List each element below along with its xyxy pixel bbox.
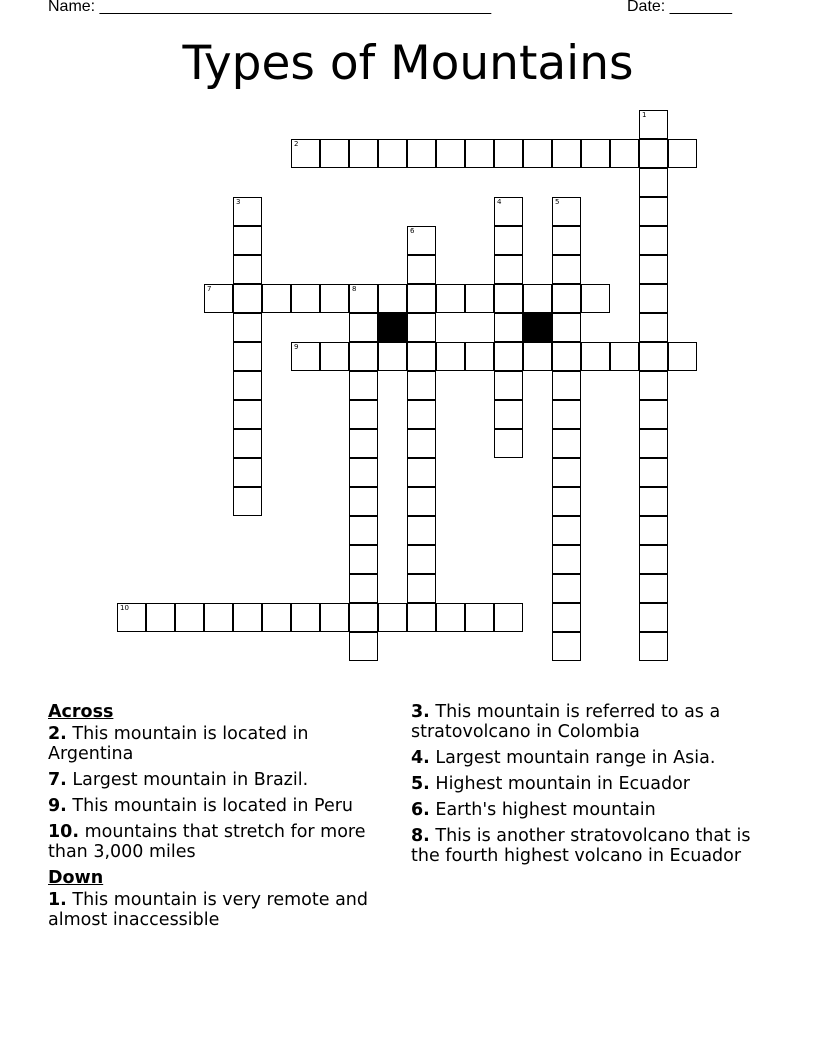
grid-cell[interactable] [349, 603, 378, 632]
grid-cell[interactable] [204, 603, 233, 632]
grid-cell[interactable] [465, 603, 494, 632]
grid-cell[interactable] [407, 371, 436, 400]
grid-cell[interactable] [349, 139, 378, 168]
grid-cell[interactable] [233, 255, 262, 284]
grid-cell[interactable] [291, 284, 320, 313]
clue-number-label: 10 [120, 604, 129, 612]
grid-cell[interactable] [320, 139, 349, 168]
grid-cell[interactable] [552, 342, 581, 371]
grid-cell[interactable] [407, 458, 436, 487]
grid-cell[interactable] [639, 632, 668, 661]
grid-cell[interactable] [436, 342, 465, 371]
clue-number: 2. [48, 724, 67, 744]
grid-cell[interactable] [378, 603, 407, 632]
grid-cell[interactable] [407, 255, 436, 284]
grid-cell[interactable] [349, 487, 378, 516]
grid-cell[interactable] [639, 545, 668, 574]
grid-cell[interactable] [639, 342, 668, 371]
grid-cell[interactable] [494, 371, 523, 400]
clue-text: This is another stratovolcano that is the fourth highest volcano in Ecuador [411, 826, 751, 866]
grid-cell[interactable] [494, 284, 523, 313]
grid-cell[interactable] [465, 284, 494, 313]
grid-cell[interactable] [639, 110, 668, 139]
grid-cell[interactable] [349, 545, 378, 574]
grid-cell[interactable] [233, 603, 262, 632]
across-clue-2 [48, 724, 398, 764]
grid-cell[interactable] [291, 342, 320, 371]
name-field[interactable]: Name: ____________________________________________ [48, 0, 492, 15]
grid-cell[interactable] [668, 139, 697, 168]
grid-cell[interactable] [494, 342, 523, 371]
grid-cell[interactable] [465, 139, 494, 168]
grid-cell[interactable] [552, 400, 581, 429]
grid-cell[interactable] [349, 632, 378, 661]
grid-cell[interactable] [320, 342, 349, 371]
down-clue-5 [411, 774, 761, 794]
grid-cell[interactable] [552, 603, 581, 632]
grid-cell[interactable] [639, 458, 668, 487]
clue-text: This mountain is located in Peru [72, 796, 354, 816]
grid-cell[interactable] [146, 603, 175, 632]
grid-cell[interactable] [639, 429, 668, 458]
grid-cell[interactable] [407, 574, 436, 603]
grid-cell[interactable] [262, 284, 291, 313]
grid-cell[interactable] [233, 226, 262, 255]
grid-cell[interactable] [639, 400, 668, 429]
clue-text: Earth's highest mountain [435, 800, 656, 820]
grid-cell[interactable] [639, 574, 668, 603]
grid-cell[interactable] [610, 139, 639, 168]
grid-cell[interactable] [639, 371, 668, 400]
grid-cell[interactable] [233, 487, 262, 516]
grid-cell[interactable] [552, 255, 581, 284]
across-clue-10 [48, 822, 398, 862]
black-square [523, 313, 552, 342]
grid-cell[interactable] [349, 574, 378, 603]
grid-cell[interactable] [639, 516, 668, 545]
clue-text: Largest mountain range in Asia. [435, 748, 716, 768]
page-title: Types of Mountains [182, 36, 634, 91]
grid-cell[interactable] [407, 284, 436, 313]
grid-cell[interactable] [378, 342, 407, 371]
grid-cell[interactable] [494, 226, 523, 255]
down-clue-3 [411, 702, 761, 742]
clue-text: This mountain is located in Argentina [48, 724, 309, 764]
grid-cell[interactable] [349, 371, 378, 400]
grid-cell[interactable] [668, 342, 697, 371]
grid-cell[interactable] [204, 284, 233, 313]
grid-cell[interactable] [639, 313, 668, 342]
clue-number: 7. [48, 770, 67, 790]
clue-number-label: 6 [410, 227, 415, 235]
grid-cell[interactable] [407, 139, 436, 168]
clue-number-label: 1 [642, 111, 647, 119]
grid-cell[interactable] [552, 371, 581, 400]
grid-cell[interactable] [349, 516, 378, 545]
grid-cell[interactable] [552, 458, 581, 487]
clue-number: 1. [48, 890, 67, 910]
grid-cell[interactable] [175, 603, 204, 632]
clue-text: Highest mountain in Ecuador [435, 774, 690, 794]
grid-cell[interactable] [407, 516, 436, 545]
clue-number: 6. [411, 800, 430, 820]
grid-cell[interactable] [639, 168, 668, 197]
grid-cell[interactable] [436, 603, 465, 632]
grid-cell[interactable] [552, 139, 581, 168]
grid-cell[interactable] [407, 226, 436, 255]
grid-cell[interactable] [320, 603, 349, 632]
grid-cell[interactable] [320, 284, 349, 313]
grid-cell[interactable] [610, 342, 639, 371]
grid-cell[interactable] [233, 458, 262, 487]
grid-cell[interactable] [552, 226, 581, 255]
grid-cell[interactable] [552, 429, 581, 458]
date-field[interactable]: Date: _______ [627, 0, 732, 15]
across-clue-9 [48, 796, 398, 816]
grid-cell[interactable] [262, 603, 291, 632]
grid-cell[interactable] [494, 603, 523, 632]
grid-cell[interactable] [233, 371, 262, 400]
across-heading: Across [48, 702, 114, 722]
grid-cell[interactable] [349, 342, 378, 371]
grid-cell[interactable] [494, 313, 523, 342]
grid-cell[interactable] [349, 400, 378, 429]
grid-cell[interactable] [639, 603, 668, 632]
grid-cell[interactable] [407, 342, 436, 371]
grid-cell[interactable] [233, 284, 262, 313]
down-clue-8 [411, 826, 761, 866]
grid-cell[interactable] [581, 139, 610, 168]
grid-cell[interactable] [349, 284, 378, 313]
grid-cell[interactable] [523, 342, 552, 371]
grid-cell[interactable] [639, 255, 668, 284]
clue-number-label: 5 [555, 198, 560, 206]
grid-cell[interactable] [465, 342, 494, 371]
grid-cell[interactable] [494, 429, 523, 458]
grid-cell[interactable] [233, 429, 262, 458]
grid-cell[interactable] [552, 197, 581, 226]
clue-number: 5. [411, 774, 430, 794]
grid-cell[interactable] [639, 139, 668, 168]
clue-text: mountains that stretch for more than 3,000 miles [48, 822, 366, 862]
down-clue-4 [411, 748, 761, 768]
grid-cell[interactable] [494, 255, 523, 284]
grid-cell[interactable] [494, 400, 523, 429]
clue-text: This mountain is very remote and almost inaccessible [48, 890, 368, 930]
grid-cell[interactable] [291, 603, 320, 632]
down-clue-1 [48, 890, 398, 930]
grid-cell[interactable] [436, 284, 465, 313]
clue-column-right [411, 702, 761, 872]
grid-cell[interactable] [639, 197, 668, 226]
grid-cell[interactable] [291, 139, 320, 168]
grid-cell[interactable] [552, 487, 581, 516]
clue-number-label: 8 [352, 285, 357, 293]
across-clue-7 [48, 770, 398, 790]
clue-number-label: 3 [236, 198, 241, 206]
grid-cell[interactable] [233, 197, 262, 226]
grid-cell[interactable] [639, 226, 668, 255]
grid-cell[interactable] [494, 197, 523, 226]
clue-number-label: 2 [294, 140, 299, 148]
grid-cell[interactable] [233, 400, 262, 429]
grid-cell[interactable] [378, 139, 407, 168]
grid-cell[interactable] [581, 342, 610, 371]
grid-cell[interactable] [407, 487, 436, 516]
grid-cell[interactable] [407, 545, 436, 574]
down-clue-6 [411, 800, 761, 820]
grid-cell[interactable] [407, 400, 436, 429]
grid-cell[interactable] [407, 603, 436, 632]
clue-number-label: 7 [207, 285, 212, 293]
clue-number: 3. [411, 702, 430, 722]
grid-cell[interactable] [233, 342, 262, 371]
grid-cell[interactable] [581, 284, 610, 313]
grid-cell[interactable] [552, 574, 581, 603]
clue-text: Largest mountain in Brazil. [72, 770, 309, 790]
grid-cell[interactable] [552, 284, 581, 313]
clue-number-label: 4 [497, 198, 502, 206]
grid-cell[interactable] [639, 487, 668, 516]
grid-cell[interactable] [349, 458, 378, 487]
grid-cell[interactable] [552, 545, 581, 574]
clue-number: 4. [411, 748, 430, 768]
clue-text: This mountain is referred to as a stratovolcano in Colombia [411, 702, 721, 742]
grid-cell[interactable] [407, 429, 436, 458]
grid-cell[interactable] [639, 284, 668, 313]
grid-cell[interactable] [349, 429, 378, 458]
clue-column-left [48, 702, 398, 936]
grid-cell[interactable] [436, 139, 465, 168]
grid-cell[interactable] [407, 313, 436, 342]
grid-cell[interactable] [233, 313, 262, 342]
grid-cell[interactable] [552, 632, 581, 661]
grid-cell[interactable] [523, 139, 552, 168]
grid-cell[interactable] [349, 313, 378, 342]
clue-number: 10. [48, 822, 80, 842]
grid-cell[interactable] [552, 516, 581, 545]
grid-cell[interactable] [117, 603, 146, 632]
grid-cell[interactable] [494, 139, 523, 168]
clue-number: 9. [48, 796, 67, 816]
grid-cell[interactable] [523, 284, 552, 313]
black-square [378, 313, 407, 342]
clue-number-label: 9 [294, 343, 299, 351]
grid-cell[interactable] [378, 284, 407, 313]
down-heading: Down [48, 868, 104, 888]
grid-cell[interactable] [552, 313, 581, 342]
clue-number: 8. [411, 826, 430, 846]
